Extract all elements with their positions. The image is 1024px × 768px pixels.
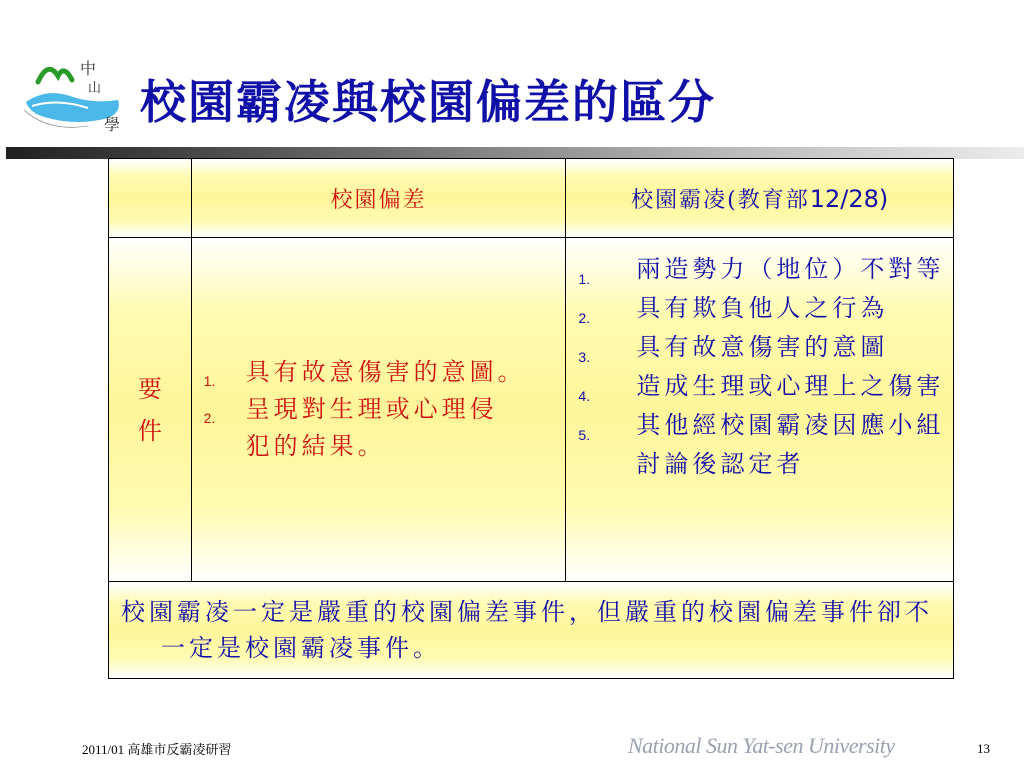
- header-empty-cell: [109, 159, 192, 238]
- list-item: 1. 兩造勢力（地位）不對等: [578, 255, 945, 287]
- header-bullying-mid: 教育部: [737, 187, 810, 213]
- row-label-char-2: 件: [137, 416, 162, 445]
- deviance-criteria-list: [192, 354, 526, 465]
- list-item: 3. 具有故意傷害的意圖: [578, 333, 889, 365]
- header-bullying-prefix: 校園霸凌(: [631, 187, 738, 213]
- footer-date-event: 2011/01 高雄市反霸凌研習: [82, 742, 232, 757]
- slide-title: 校園霸凌與校園偏差的區分: [140, 75, 716, 129]
- footer-university: National Sun Yat-sen University: [628, 733, 895, 758]
- bullying-criteria-list: [566, 238, 953, 484]
- criteria-row: [109, 238, 954, 582]
- header-bullying: [566, 159, 954, 238]
- footnote-cell: [109, 582, 954, 679]
- list-item: 5. 其他經校園霸凌因應小組討論後認定者: [578, 411, 945, 478]
- row-label-criteria: [109, 238, 192, 582]
- logo-char-1: 中: [80, 59, 97, 78]
- header-deviance: 校園偏差: [191, 159, 566, 238]
- comparison-table: [108, 158, 954, 679]
- header-bullying-date: 12/28): [809, 184, 889, 213]
- page-number: 13: [977, 741, 990, 756]
- table-header-row: [109, 159, 954, 238]
- footnote-row: [109, 582, 954, 679]
- row-label-char-1: 要: [137, 374, 162, 403]
- list-item: 2. 呈現對生理或心理侵犯的結果。: [203, 395, 498, 460]
- footnote-text: 校園霸凌一定是嚴重的校園偏差事件，但嚴重的校園偏差事件卻不一定是校園霸凌事件。: [121, 598, 933, 662]
- list-item: 2. 具有欺負他人之行為: [578, 294, 889, 326]
- svg-text:山: 山: [88, 81, 102, 96]
- list-item: 1. 具有故意傷害的意圖。: [203, 358, 526, 389]
- bullying-criteria-cell: [566, 238, 954, 582]
- list-item: 4. 造成生理或心理上之傷害: [578, 372, 945, 404]
- deviance-criteria-cell: [191, 238, 566, 582]
- svg-text:學: 學: [104, 115, 121, 134]
- university-logo: [18, 52, 130, 136]
